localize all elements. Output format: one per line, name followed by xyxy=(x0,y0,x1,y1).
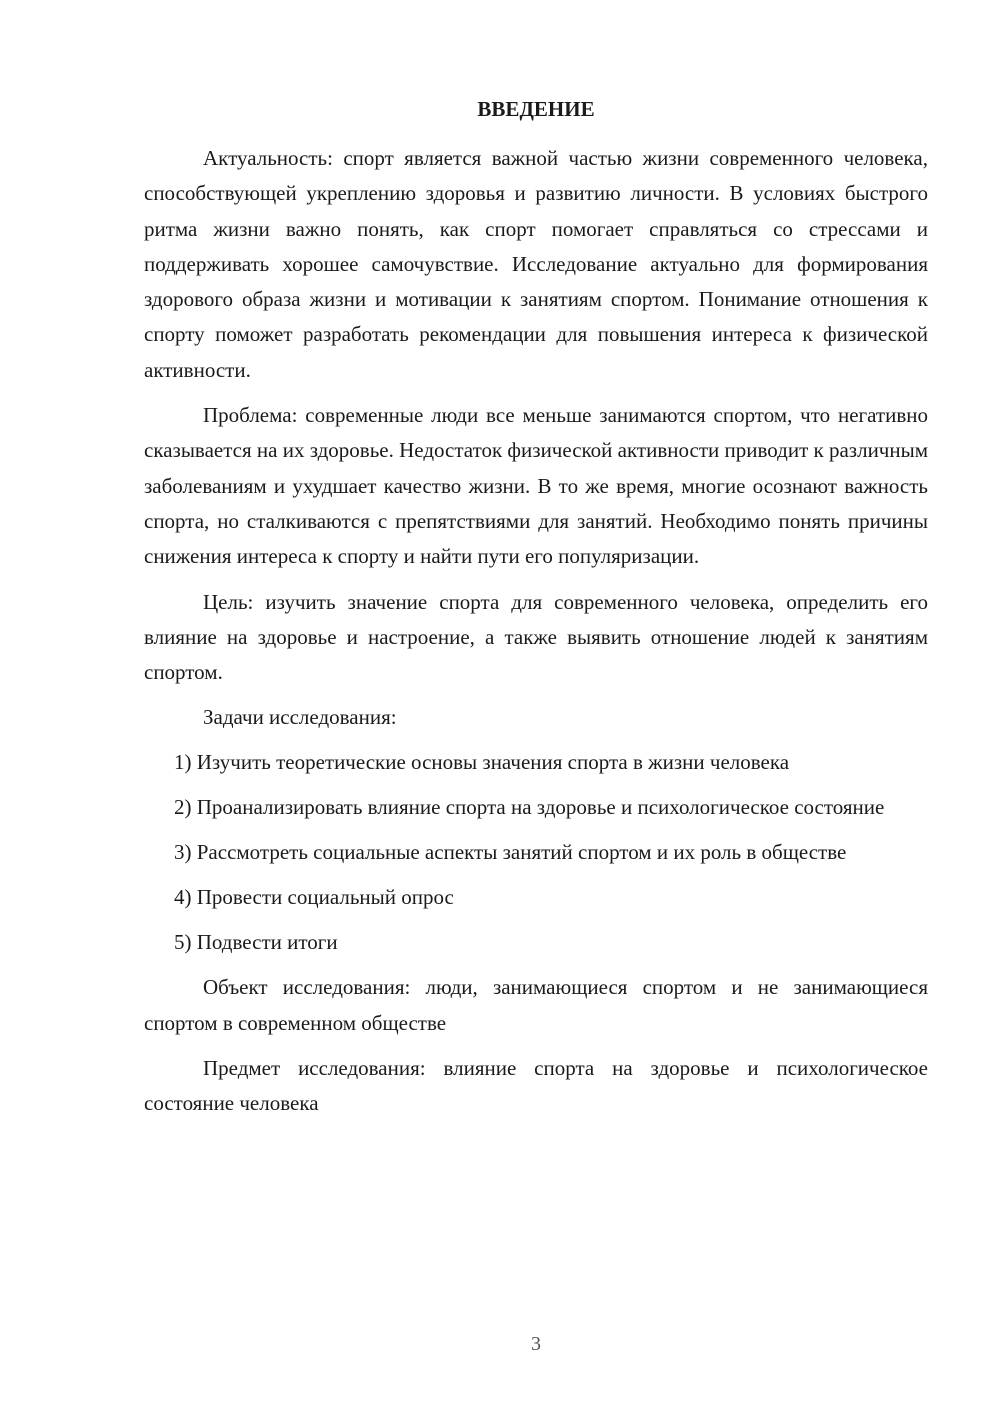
task-item-4: 4) Провести социальный опрос xyxy=(174,885,454,910)
tasks-heading: Задачи исследования: xyxy=(203,705,397,730)
task-item-1: 1) Изучить теоретические основы значения спорта в жизни человека xyxy=(174,750,790,775)
subject-paragraph: Предмет исследования: влияние спорта на здоровье и психологическое состояние человека xyxy=(144,1056,928,1116)
task-item-5: 5) Подвести итоги xyxy=(174,930,338,955)
goal-paragraph: Цель: изучить значение спорта для современного человека, определить его влияние на здоровье и настроение, а также выявить отношение людей к занятиям спортом. xyxy=(144,589,928,685)
relevance-paragraph: Актуальность: спорт является важной частью жизни современного человека, способствующей укреплению здоровья и развитию личности. В условиях быстрого ритма жизни важно понять, как спорт помогает справляться со стрессами и поддерживать хорошее самочувствие. Исследование актуально для формирования здорового образа жизни и мотивации к занятиям спортом. Понимание отношения к спорту поможет разработать рекомендации для повышения интереса к физической активности. xyxy=(144,146,928,382)
page-number: 3 xyxy=(531,1333,541,1355)
task-item-3: 3) Рассмотреть социальные аспекты занятий спортом и их роль в обществе xyxy=(174,840,847,865)
task-item-2: 2) Проанализировать влияние спорта на здоровье и психологическое состояние xyxy=(174,795,885,820)
object-paragraph: Объект исследования: люди, занимающиеся спортом и не занимающиеся спортом в современном обществе xyxy=(144,975,928,1035)
page-content xyxy=(144,92,928,1132)
page-title: ВВЕДЕНИЕ xyxy=(477,97,595,121)
problem-paragraph: Проблема: современные люди все меньше занимаются спортом, что негативно сказывается на их здоровье. Недостаток физической активности приводит к различным заболеваниям и ухудшает качество жизни. В то же время, многие осознают важность спорта, но сталкиваются с препятствиями для занятий. Необходимо понять причины снижения интереса к спорту и найти пути его популяризации. xyxy=(144,403,928,569)
